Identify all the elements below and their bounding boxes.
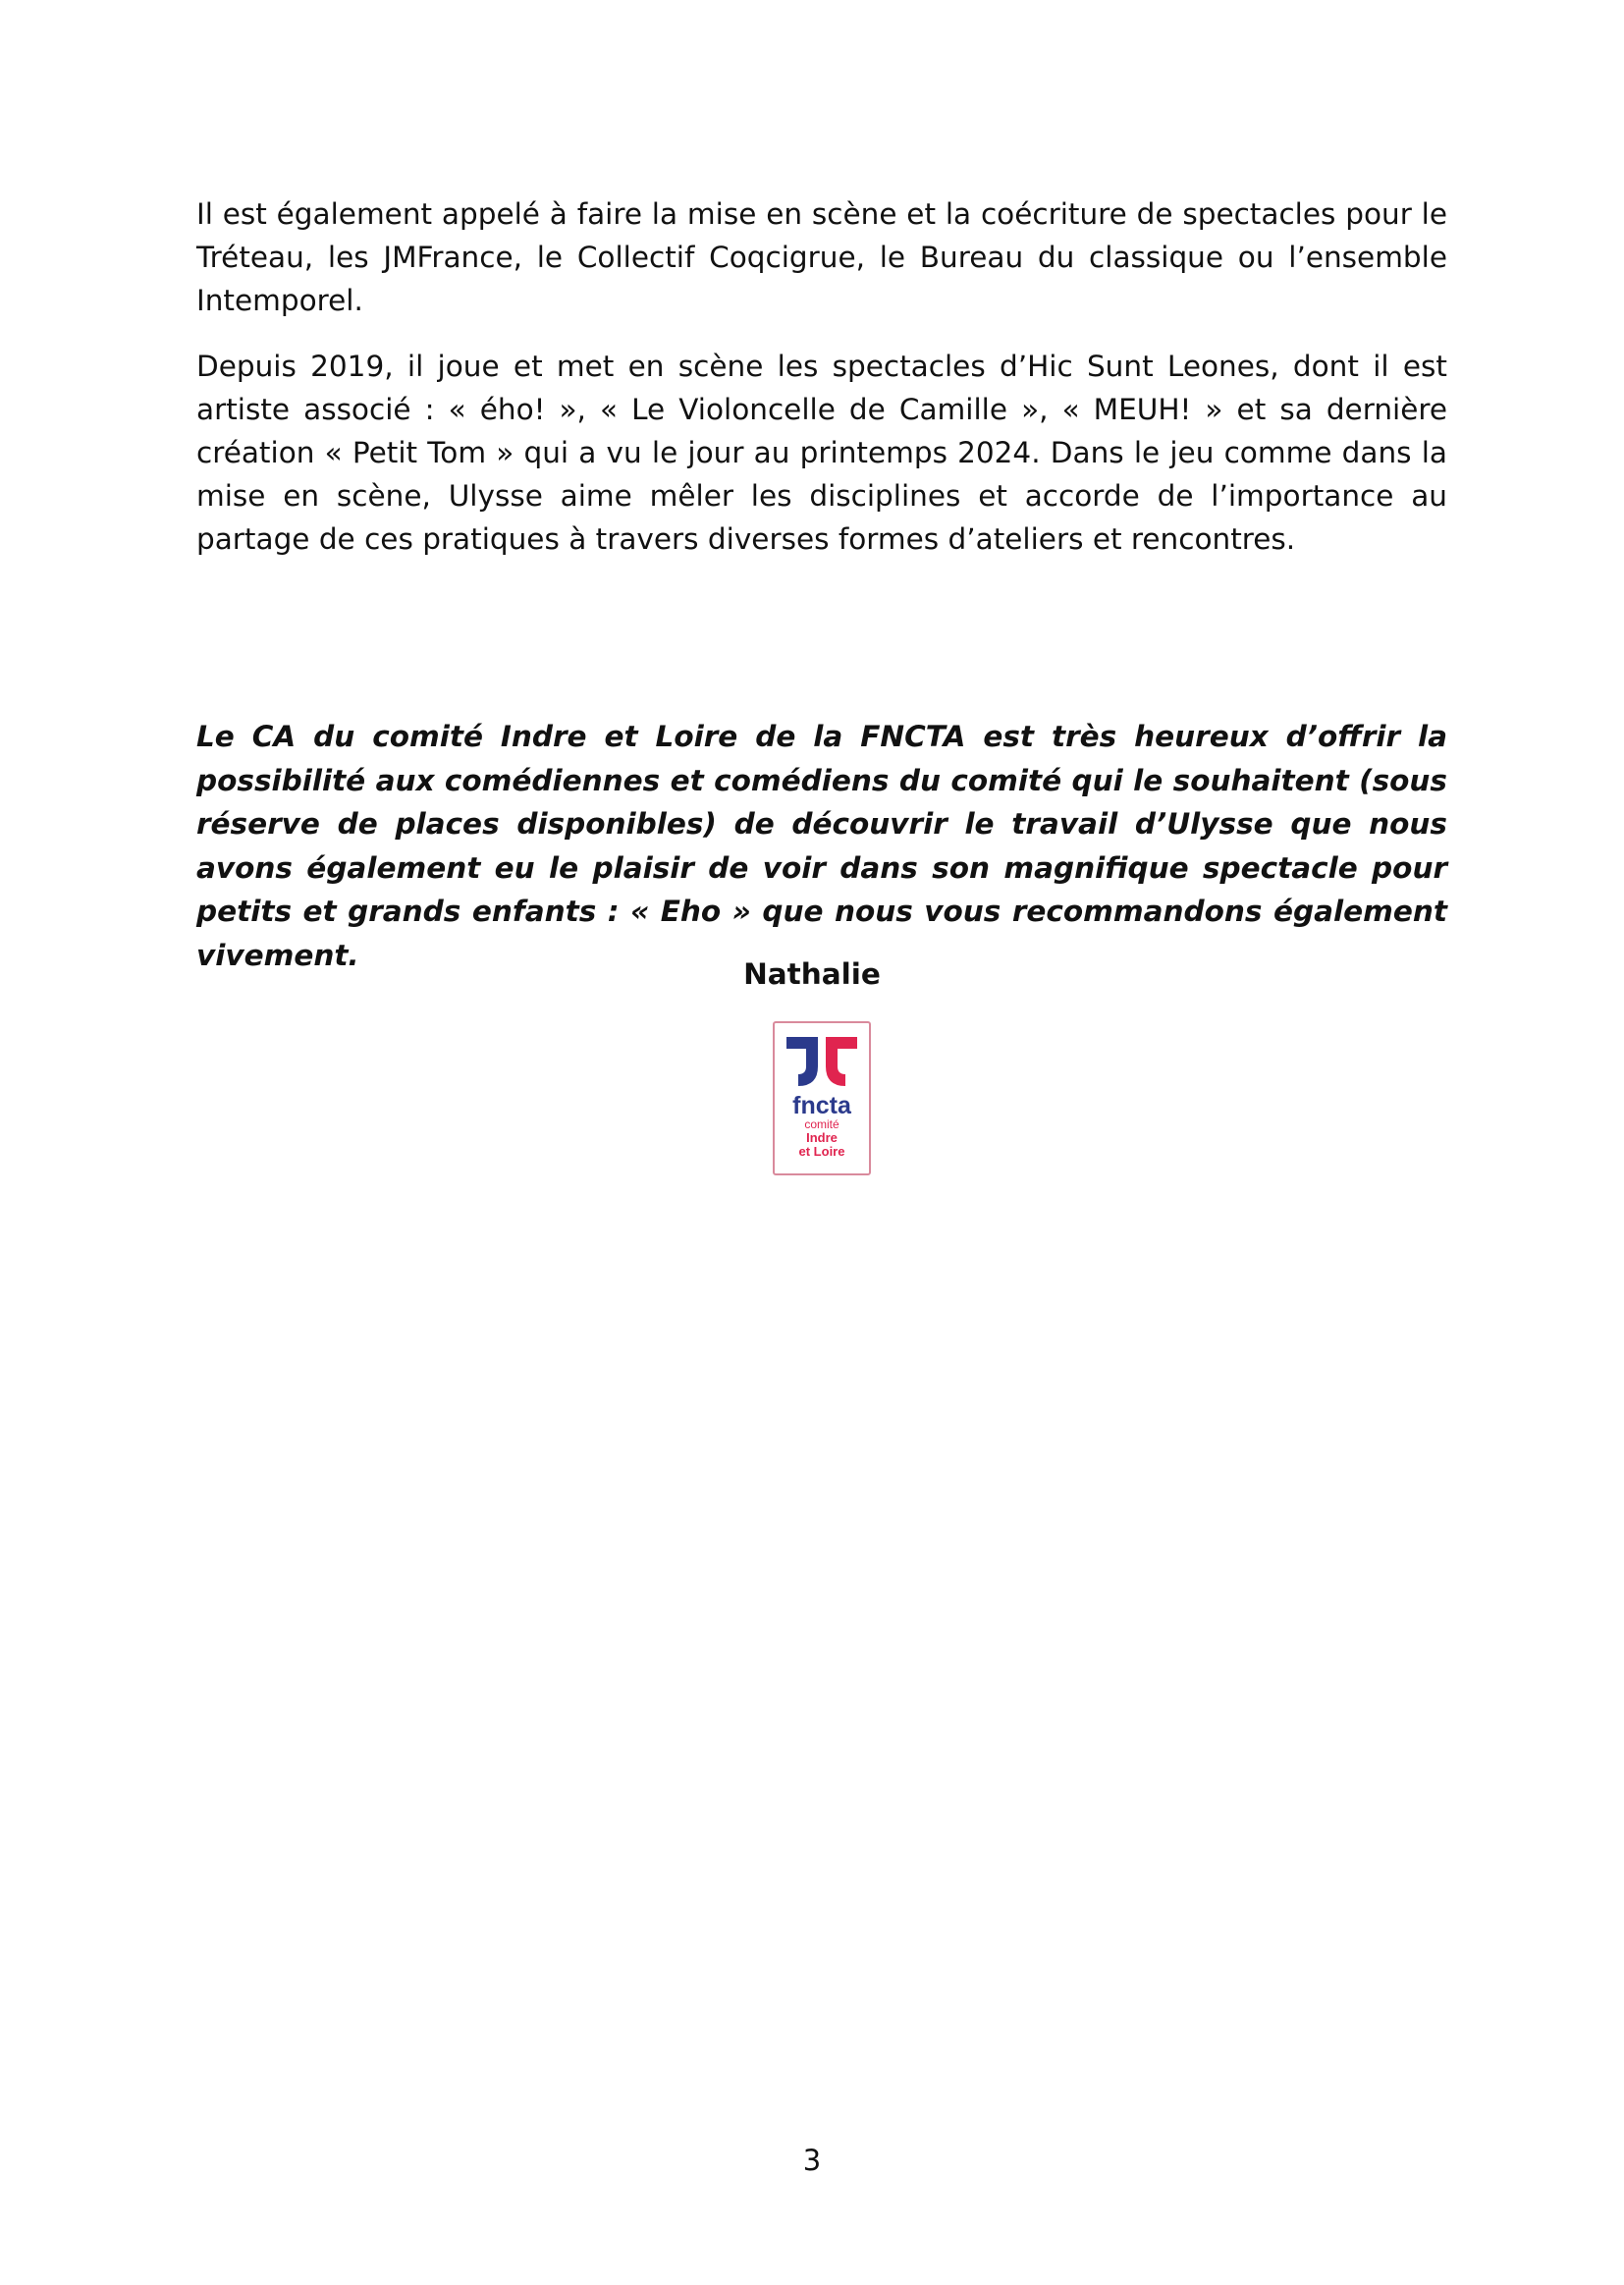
logo-line-1: comité: [804, 1117, 839, 1131]
body-paragraph-1: Il est également appelé à faire la mise en scène et la coécriture de spectacles pour le Tréteau, les JMFrance, le Collectif Coqcigrue, le Bureau du classique ou l’ensemble Intemporel.: [196, 197, 1447, 317]
logo-line-2: Indre: [806, 1130, 838, 1145]
logo-blue-shape: [786, 1037, 818, 1086]
committee-statement: Le CA du comité Indre et Loire de la FNCTA est très heureux d’offrir la possibilité aux comédiennes et comédiens du comité qui le souhaitent (sous réserve de places disponibles) de découvrir le travail d’Ulysse que nous avons également eu le plaisir de voir dans son magnifique spectacle pour petits et grands enfants : « Eho » que nous vous recommandons également vivement.: [196, 720, 1447, 972]
fncta-logo-mark-icon: [775, 1023, 869, 1173]
logo-line-3: et Loire: [798, 1144, 845, 1159]
body-paragraph-2: Depuis 2019, il joue et met en scène les spectacles d’Hic Sunt Leones, dont il est artiste associé : « ého! », « Le Violoncelle de Camille », « MEUH! » et sa dernière création « Petit Tom » qui a vu le jour au printemps 2024. Dans le jeu comme dans la mise en scène, Ulysse aime mêler les disciplines et accorde de l’importance au partage de ces pratiques à travers diverses formes d’ateliers et rencontres.: [196, 350, 1447, 556]
fncta-logo: [773, 1021, 871, 1175]
logo-name: fncta: [792, 1092, 851, 1119]
signature: Nathalie: [743, 957, 881, 991]
logo-pink-shape: [826, 1037, 857, 1086]
page-number: 3: [802, 2144, 822, 2177]
